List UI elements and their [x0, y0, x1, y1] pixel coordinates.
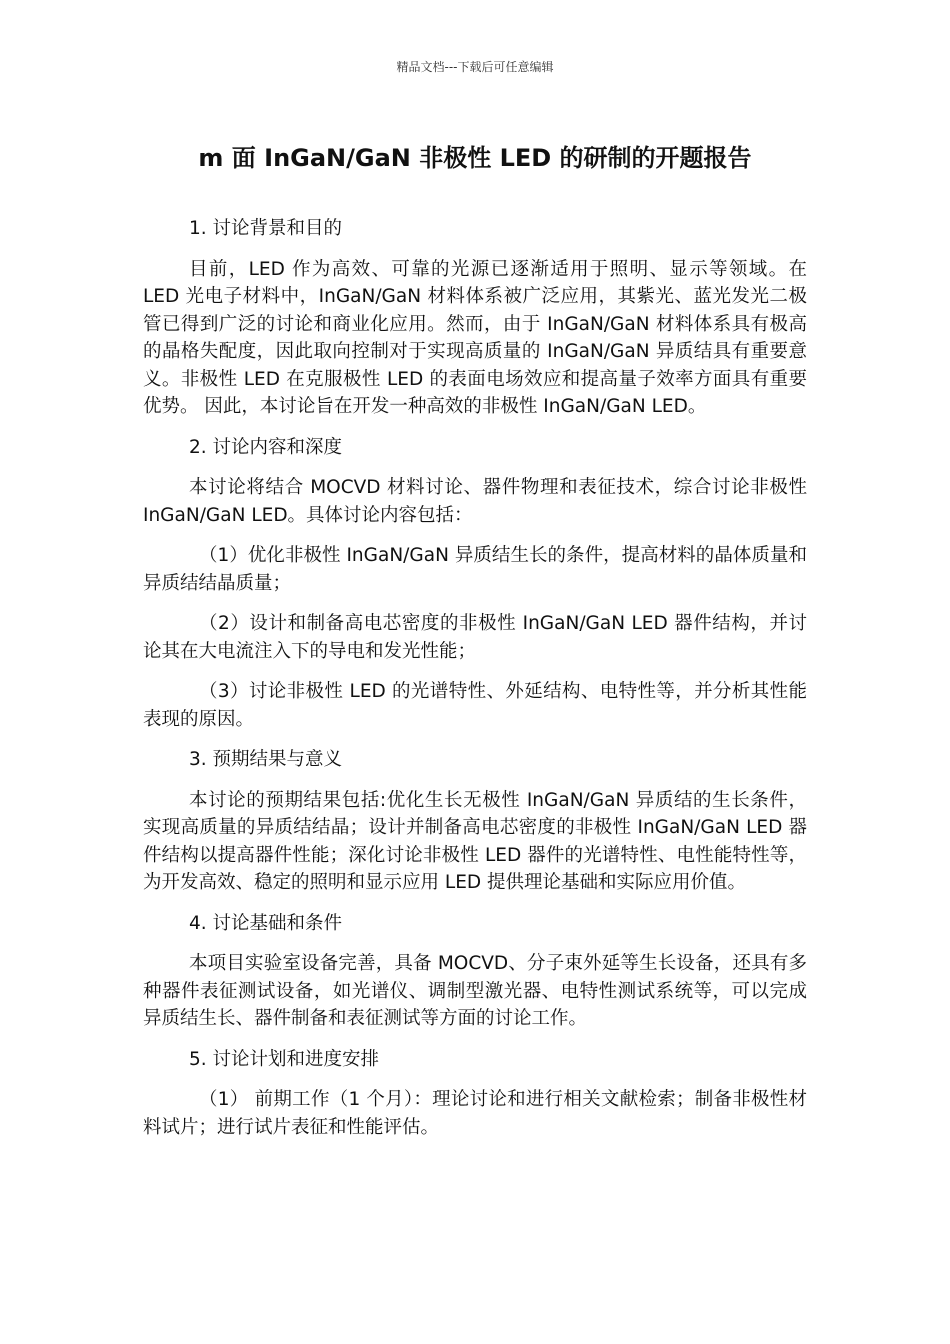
section-heading: 4. 讨论基础和条件 — [189, 912, 343, 934]
section-heading: 5. 讨论计划和进度安排 — [189, 1048, 380, 1070]
body-paragraph: 本讨论的预期结果包括:优化生长无极性 InGaN/GaN 异质结的生长条件，实现高质量的异质结结晶；设计并制备高电芯密度的非极性 InGaN/GaN LED 器件结构以提高器件性能；深化讨论非极性 LED 器件的光谱特性、电性能特性等，为开发高效、稳定的照明和显示应用 LED 提供理论基础和实际应用价值。 — [143, 789, 807, 893]
document-body — [143, 215, 807, 1154]
list-item: （3）讨论非极性 LED 的光谱特性、外延结构、电特性等，并分析其性能表现的原因。 — [143, 681, 807, 730]
body-paragraph: 本项目实验室设备完善，具备 MOCVD、分子束外延等生长设备，还具有多种器件表征测试设备，如光谱仪、调制型激光器、电特性测试系统等，可以完成异质结生长、器件制备和表征测试等方面的讨论工作。 — [143, 953, 807, 1029]
section-foundation — [143, 910, 807, 1033]
list-item: （1） 前期工作（1 个月）：理论讨论和进行相关文献检索；制备非极性材料试片；进行试片表征和性能评估。 — [143, 1089, 807, 1138]
page-header: 精品文档---下载后可任意编辑 — [396, 60, 554, 74]
section-heading: 1. 讨论背景和目的 — [189, 218, 343, 239]
body-paragraph: 目前，LED 作为高效、可靠的光源已逐渐适用于照明、显示等领域。在 LED 光电子材料中，InGaN/GaN 材料体系被广泛应用，其紫光、蓝光发光二极管已得到广泛的讨论和商业化应用。然而，由于 InGaN/GaN 材料体系具有极高的晶格失配度，因此取向控制对于实现高质量的 InGaN/GaN 异质结具有重要意义。非极性 LED 在克服极性 LED 的表面电场效应和提高量子效率方面具有重要优势。 因此，本讨论旨在开发一种高效的非极性 InGaN/GaN LED。 — [143, 258, 807, 417]
section-background — [143, 215, 807, 421]
body-paragraph: 本讨论将结合 MOCVD 材料讨论、器件物理和表征技术，综合讨论非极性 InGaN/GaN LED。具体讨论内容包括： — [143, 477, 807, 526]
section-expected-results — [143, 746, 807, 897]
section-heading: 2. 讨论内容和深度 — [189, 436, 343, 458]
section-plan — [143, 1046, 807, 1142]
section-content — [143, 434, 807, 734]
document-title: m 面 InGaN/GaN 非极性 LED 的研制的开题报告 — [198, 144, 752, 172]
section-heading: 3. 预期结果与意义 — [189, 749, 343, 770]
list-item: （2）设计和制备高电芯密度的非极性 InGaN/GaN LED 器件结构，并讨论其在大电流注入下的导电和发光性能； — [143, 613, 807, 662]
list-item: （1）优化非极性 InGaN/GaN 异质结生长的条件，提高材料的晶体质量和异质结结晶质量； — [143, 545, 807, 594]
